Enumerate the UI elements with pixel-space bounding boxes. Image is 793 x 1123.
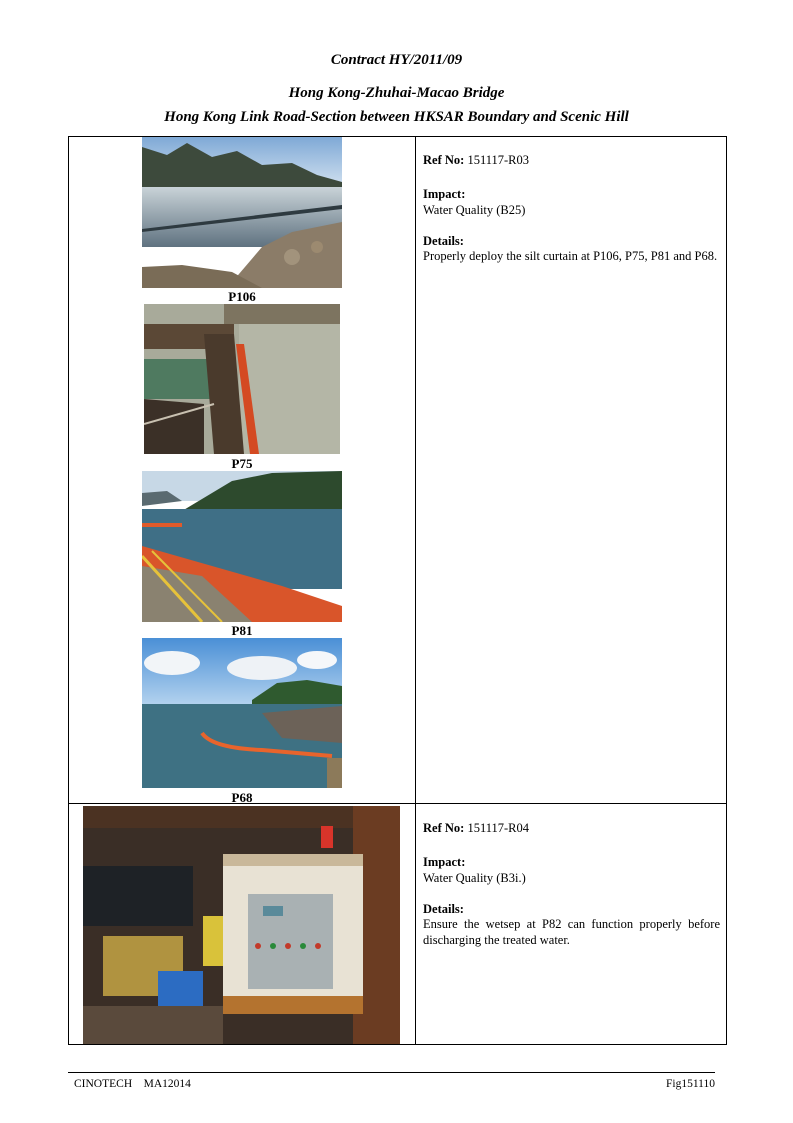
record-2-ref [423, 820, 720, 836]
ref-label: Ref No: [423, 153, 465, 167]
photo-caption-p68: P68 [231, 790, 253, 805]
photo-p75 [144, 304, 340, 454]
record-1-details: Properly deploy the silt curtain at P106, P75, P81 and P68. [423, 249, 718, 263]
ref-number: 151117-R03 [467, 153, 530, 167]
photo-p68 [142, 638, 342, 788]
record-1-details-label: Details: [423, 234, 464, 248]
footer-right: Fig151110 [666, 1078, 715, 1090]
photo-caption-p81: P81 [231, 623, 253, 638]
ref-label: Ref No: [423, 821, 465, 835]
section-title: Hong Kong Link Road-Section between HKSAR Boundary and Scenic Hill [164, 109, 629, 125]
ref-number: 151117-R04 [467, 821, 530, 835]
table-column-divider [415, 136, 416, 1045]
photo-caption-p106: P106 [228, 289, 256, 304]
footer-rule [68, 1072, 715, 1073]
record-2-details-label: Details: [423, 902, 464, 916]
record-1-impact-label: Impact: [423, 187, 466, 201]
contract-title: Contract HY/2011/09 [330, 52, 463, 68]
photo-caption-p75: P75 [231, 456, 253, 471]
project-title: Hong Kong-Zhuhai-Macao Bridge [288, 85, 505, 101]
footer-left: CINOTECH MA12014 [74, 1078, 191, 1090]
photo-p106 [142, 137, 342, 288]
record-2-details: Ensure the wetsep at P82 can function properly before discharging the treated water. [423, 917, 720, 947]
record-1-impact: Water Quality (B25) [423, 203, 526, 217]
record-2-impact: Water Quality (B3i.) [423, 871, 526, 885]
record-1-ref [423, 152, 720, 168]
record-2-impact-label: Impact: [423, 855, 466, 869]
photo-wetsep [83, 806, 400, 1044]
photo-p81 [142, 471, 342, 622]
